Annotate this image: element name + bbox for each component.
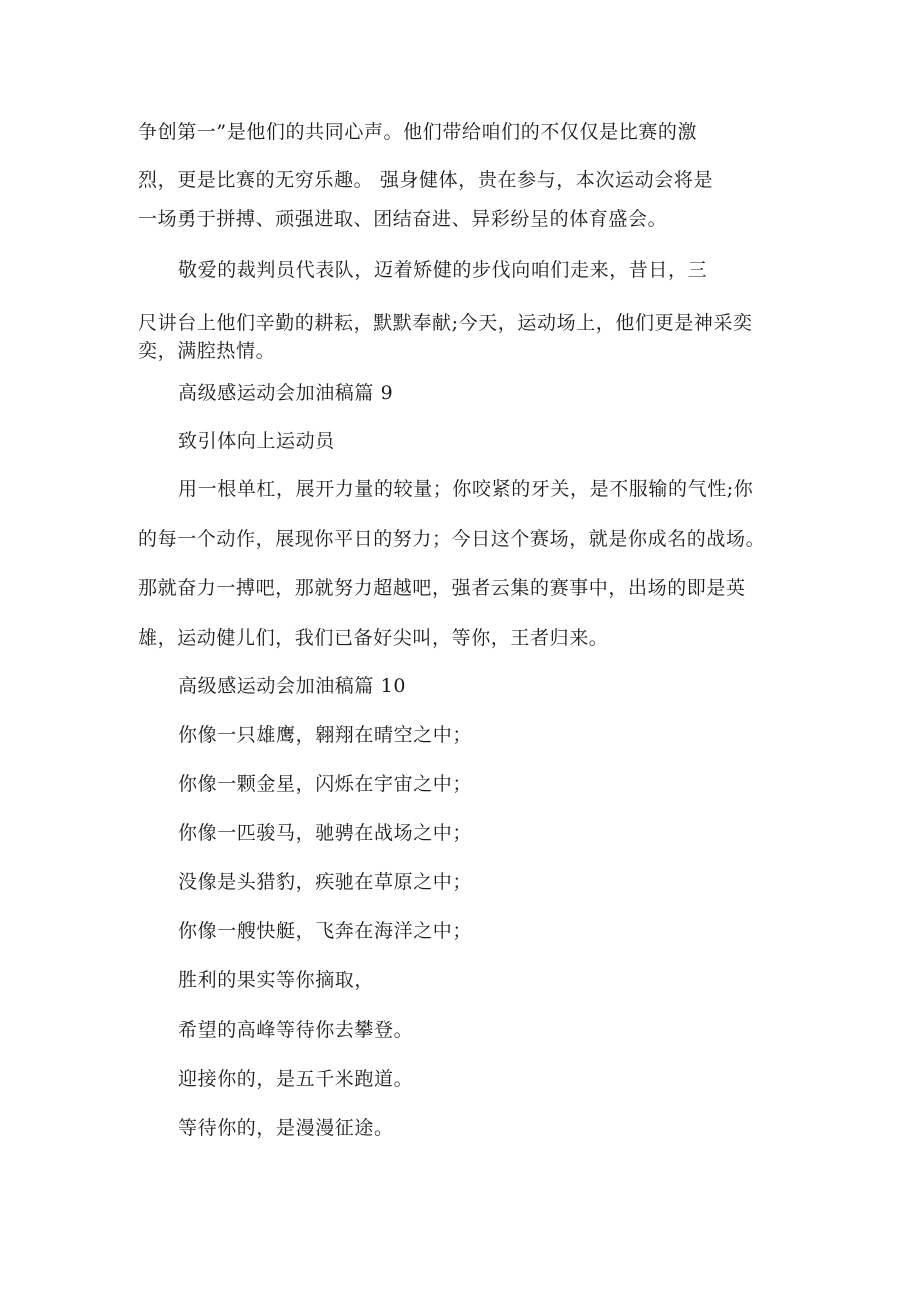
section-heading: 高级感运动会加油稿篇 10 (178, 675, 407, 697)
text-line: 等待你的，是漫漫征途。 (178, 1117, 394, 1139)
text-line: 烈，更是比赛的无穷乐趣。 强身健体，贵在参与，本次运动会将是 (138, 169, 714, 191)
text-line: 用一根单杠，展开力量的较量；你咬紧的牙关，是不服输的气性;你 (178, 478, 754, 500)
text-line: 迎接你的，是五千米跑道。 (178, 1068, 414, 1090)
text-line: 那就奋力一搏吧，那就努力超越吧，强者云集的赛事中，出场的即是英 (138, 577, 746, 599)
text-line: 你像一艘快艇，飞奔在海洋之中； (178, 920, 473, 942)
text-line: 雄，运动健儿们，我们已备好尖叫，等你，王者归来。 (138, 627, 609, 649)
text-line: 希望的高峰等待你去攀登。 (178, 1019, 414, 1041)
section-heading: 高级感运动会加油稿篇 9 (178, 382, 394, 404)
text-line: 的每一个动作，展现你平日的努力；今日这个赛场，就是你成名的战场。 (138, 528, 766, 550)
text-line: 一场勇于拼搏、顽强进取、团结奋进、异彩纷呈的体育盛会。 (138, 208, 668, 230)
text-line: 没像是头猎豹，疾驰在草原之中； (178, 871, 473, 893)
text-line: 敬爱的裁判员代表队，迈着矫健的步伐向咱们走来，昔日，三 (178, 259, 708, 281)
text-line: 争创第一”是他们的共同心声。他们带给咱们的不仅仅是比赛的激 (138, 121, 698, 143)
subheading: 致引体向上运动员 (178, 430, 335, 452)
text-line: 胜利的果实等你摘取， (178, 969, 375, 991)
text-line: 奕，满腔热情。 (138, 340, 276, 362)
text-line: 你像一匹骏马，驰骋在战场之中； (178, 822, 473, 844)
text-line: 你像一颗金星，闪烁在宇宙之中； (178, 773, 473, 795)
text-line: 尺讲台上他们辛勤的耕耘，默默奉献;今天，运动场上，他们更是神采奕 (138, 312, 753, 334)
text-line: 你像一只雄鹰，翱翔在晴空之中； (178, 724, 473, 746)
